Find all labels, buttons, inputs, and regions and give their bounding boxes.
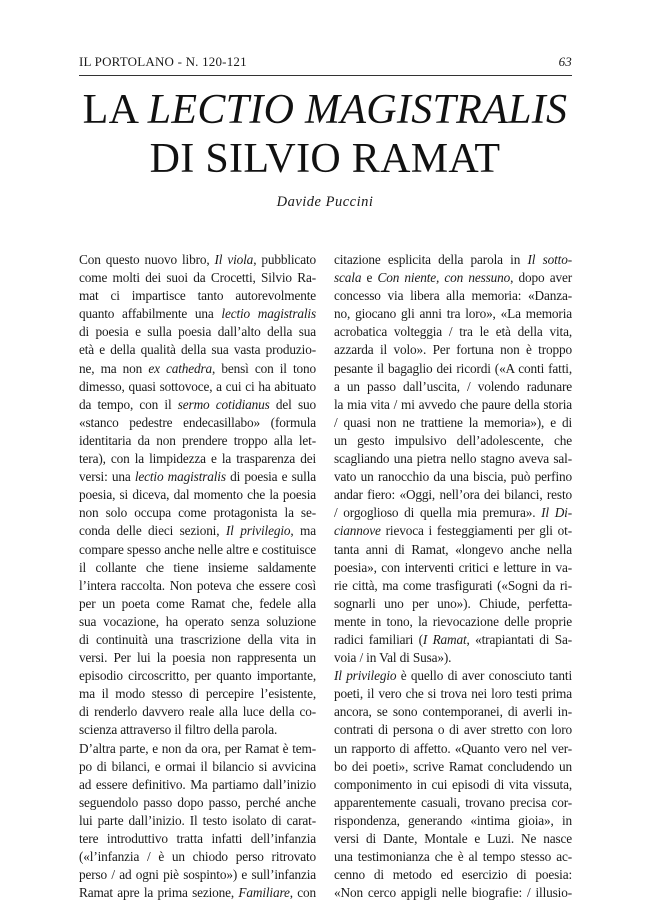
- text-run: acrobatica volteggia / tra le età della vita,: [334, 324, 572, 340]
- title-prefix: LA: [82, 87, 148, 133]
- text-run: «Non cerco appigli nelle biografie: / illusio-: [334, 885, 572, 901]
- text-run: no, giocano gli anni tra loro», «La memoria: [334, 306, 572, 322]
- text-line: [334, 685, 572, 703]
- text-line: [334, 360, 572, 378]
- text-line: [79, 559, 316, 577]
- text-line: [79, 740, 316, 758]
- text-run: una testimonianza che è al tempo stesso ac-: [334, 849, 572, 865]
- text-run: un gesto impulsivo dell’adolescente, che: [334, 432, 572, 448]
- text-run: identitaria da non prendere troppo alla let-: [79, 432, 316, 448]
- text-run: sognarli uno per uno»). Chiude, perfetta-: [334, 595, 572, 611]
- text-run: perso / ad ogni piè sospinto») e sull’infanzia: [79, 867, 316, 883]
- text-line: [79, 758, 316, 776]
- text-line: [334, 486, 572, 504]
- text-run: del suo: [269, 396, 316, 412]
- italic-text: Il privilegio: [334, 668, 397, 684]
- text-run: tere introduttivo tratta infatti dell’infanzia: [79, 831, 316, 846]
- text-line: [334, 613, 572, 631]
- text-column-right: [334, 251, 572, 902]
- text-run: ma il modo stesso di percepire l’esistente,: [79, 686, 316, 702]
- italic-text: lectio magistralis: [134, 469, 226, 485]
- italic-text: scala: [334, 270, 362, 286]
- text-line: [334, 776, 572, 794]
- italic-text: I Ramat: [422, 631, 467, 647]
- text-line: [334, 703, 572, 721]
- text-run: di poesia e sulla poesia dall’alto della sua: [79, 324, 316, 340]
- italic-text: Il sotto-: [527, 252, 572, 267]
- text-run: concesso via libera alla memoria: «Danza-: [334, 288, 572, 304]
- text-line: [334, 341, 572, 359]
- text-line: [334, 269, 572, 287]
- text-line: [334, 504, 572, 522]
- header-rule: [79, 75, 572, 76]
- text-line: [79, 541, 316, 559]
- italic-text: sermo cotidianus: [177, 396, 270, 412]
- text-run: / quasi non ne trattiene la memoria»), e di: [334, 414, 572, 430]
- text-run: scagliando una pietra nello stagno aveva sal-: [334, 451, 572, 467]
- text-line: [79, 685, 316, 703]
- text-line: [79, 486, 316, 504]
- italic-text: Familiare: [238, 885, 290, 901]
- text-run: e: [361, 270, 378, 286]
- text-run: , «trapiantati di Sa-: [466, 631, 572, 647]
- text-line: [334, 721, 572, 739]
- text-run: di poesia e sulla: [225, 469, 316, 485]
- text-run: radici familiari (: [334, 631, 423, 647]
- text-line: [79, 667, 316, 685]
- text-run: ne, ma non: [79, 360, 149, 376]
- text-run: ancora, se sono contemporanei, di averli in-: [334, 704, 572, 720]
- text-run: componimento in cui episodi di vita vissuta,: [334, 776, 572, 792]
- text-run: , dopo aver: [510, 270, 572, 286]
- text-line: [334, 848, 572, 866]
- italic-text: Il Di-: [541, 505, 572, 521]
- text-run: la mia vita / mi avvedo che paure della storia: [334, 396, 572, 412]
- text-line: [79, 432, 316, 450]
- text-line: [334, 884, 572, 902]
- text-line: [334, 432, 572, 450]
- text-line: [334, 740, 572, 758]
- text-line: [334, 323, 572, 341]
- text-run: voia / in Val di Susa»).: [334, 650, 452, 666]
- text-run: non solo occupa come protagonista la se-: [79, 505, 316, 521]
- text-line: [334, 794, 572, 812]
- text-run: di continuità una trascrizione della vita in: [79, 631, 316, 647]
- text-run: tera), con la limpidezza e la trasparenza dei: [79, 451, 316, 467]
- text-run: rispondenza, generando «intima gioia», in: [334, 812, 572, 828]
- text-run: episodio circoscritto, per quanto importante,: [79, 668, 316, 684]
- text-line: [334, 866, 572, 884]
- text-line: [79, 631, 316, 649]
- text-line: [334, 468, 572, 486]
- text-line: [79, 251, 316, 269]
- text-line: [79, 287, 316, 305]
- title-line-1: [40, 86, 610, 135]
- text-run: cenno di metodo ed esercizio di poesia:: [334, 867, 572, 883]
- text-line: [334, 758, 572, 776]
- text-line: [334, 450, 572, 468]
- text-line: [79, 269, 316, 287]
- italic-text: Il privilegio: [225, 523, 291, 539]
- text-run: D’altra parte, e non da ora, per Ramat è tem-: [79, 740, 316, 756]
- text-run: conda delle dieci sezioni,: [79, 523, 226, 539]
- text-column-left: [79, 251, 316, 902]
- text-run: , pubblicato: [253, 252, 316, 267]
- text-run: poesia», con interventi critici e letture in va-: [334, 559, 572, 575]
- text-run: versi di Dante, Montale e Luzi. Ne nasce: [334, 831, 572, 846]
- text-line: [334, 414, 572, 432]
- text-run: dimesso, quasi sottovoce, a cui ci ha abituato: [79, 378, 316, 394]
- article-title: [40, 86, 610, 184]
- text-line: [79, 649, 316, 667]
- text-run: Ramat apre la prima sezione,: [79, 885, 239, 901]
- text-run: andar fiero: «Oggi, nell’ora dei bilanci, resto: [334, 487, 572, 503]
- text-line: [334, 631, 572, 649]
- text-run: è quello di aver conosciuto tanti: [396, 668, 572, 684]
- text-line: [79, 450, 316, 468]
- text-run: ad essere definitivo. Ma partiamo dall’inizio: [79, 776, 316, 792]
- text-line: [334, 812, 572, 830]
- text-run: mente in tono, la rievocazione delle proprie: [334, 613, 572, 629]
- text-run: azzarda il volo». Per fortuna non è troppo: [334, 342, 572, 358]
- text-line: [334, 649, 572, 667]
- text-line: [334, 559, 572, 577]
- text-line: [79, 414, 316, 432]
- text-run: rie città, ma come trasfigurati («Sogni da ri-: [334, 577, 572, 593]
- italic-text: Il viola: [214, 252, 254, 267]
- text-run: versi. Per lui la poesia non rappresenta un: [79, 650, 316, 666]
- text-run: a un passo dall’uscita, / volendo radunare: [334, 378, 572, 394]
- text-run: mat ci impartisce tanto autorevolmente: [79, 288, 316, 304]
- text-run: quanto affabilmente una: [79, 306, 222, 322]
- page-number: 63: [558, 54, 572, 69]
- text-run: apparentemente casuali, trovano precisa cor-: [334, 794, 572, 810]
- text-line: [79, 830, 316, 848]
- text-run: tanta anni di Ramat, «longevo anche nella: [334, 541, 572, 557]
- title-italic: LECTIO MAGISTRALIS: [147, 87, 568, 133]
- text-run: Con questo nuovo libro,: [79, 252, 215, 267]
- text-line: [334, 595, 572, 613]
- text-line: [334, 830, 572, 848]
- text-run: («l’infanzia / è un chiodo perso ritrovato: [79, 849, 316, 865]
- text-line: [79, 776, 316, 794]
- italic-text: Con niente, con nessuno: [377, 270, 511, 286]
- text-run: compare spesso anche nelle altre e costituisce: [79, 541, 316, 557]
- text-run: , con: [289, 885, 316, 901]
- text-run: per un poeta come Ramat che, fedele alla: [79, 595, 316, 611]
- text-run: , ma: [290, 523, 317, 539]
- text-line: [79, 884, 316, 902]
- text-run: versi: una: [79, 469, 135, 485]
- text-line: [79, 577, 316, 595]
- text-line: [79, 721, 316, 739]
- text-line: [79, 396, 316, 414]
- article-author: Davide Puccini: [276, 194, 374, 210]
- text-run: scienza attraverso il filtro della parola.: [79, 722, 278, 738]
- text-line: [79, 794, 316, 812]
- text-line: [334, 378, 572, 396]
- text-line: [334, 522, 572, 540]
- text-run: contrati di persona o di aver stretto con loro: [334, 722, 572, 738]
- text-line: [79, 323, 316, 341]
- text-run: sua vocazione, ha operato senza soluzione: [79, 613, 316, 629]
- text-line: [79, 812, 316, 830]
- journal-name: IL PORTOLANO - N. 120-121: [79, 54, 247, 69]
- text-run: età e della qualità della sua vasta produzio-: [79, 342, 316, 358]
- text-run: «stanco pedestre endecasillabo» (formula: [79, 414, 316, 430]
- text-line: [334, 577, 572, 595]
- text-run: / orgoglioso di quella mia premura».: [334, 505, 542, 521]
- text-run: un rapporto di affetto. «Quanto vero nel ver-: [334, 740, 572, 756]
- text-run: il collante che tiene insieme saldamente: [79, 559, 316, 575]
- text-line: [79, 378, 316, 396]
- text-line: [334, 667, 572, 685]
- text-line: [79, 468, 316, 486]
- text-line: [79, 341, 316, 359]
- text-line: [334, 396, 572, 414]
- running-head: [79, 54, 572, 72]
- text-run: lui parte dall’inizio. Il testo isolato di carat-: [79, 812, 316, 828]
- italic-text: ciannove: [334, 523, 381, 539]
- text-run: rievoca i festeggiamenti per gli ot-: [380, 523, 572, 539]
- text-line: [334, 541, 572, 559]
- text-line: [79, 305, 316, 323]
- text-run: di renderlo davvero reale alla luce della co-: [79, 704, 316, 720]
- text-line: [334, 305, 572, 323]
- text-run: poesia, si diceva, dal momento che la poesia: [79, 487, 316, 503]
- text-run: da tempo, con il: [79, 396, 178, 412]
- text-run: l’intera raccolta. Non poteva che essere così: [79, 577, 316, 593]
- text-run: pesante il bagaglio dei ricordi («A conti fatti,: [334, 360, 572, 376]
- text-run: seguendolo passo dopo passo, perché anche: [79, 794, 316, 810]
- text-run: bo dei poeti», scrive Ramat concludendo un: [334, 758, 572, 774]
- text-line: [79, 848, 316, 866]
- title-line-2: DI SILVIO RAMAT: [149, 136, 501, 182]
- text-run: poeti, il vero che si trova nei loro testi prima: [334, 686, 572, 702]
- text-run: , bensì con il tono: [212, 360, 316, 376]
- text-run: citazione esplicita della parola in: [334, 252, 528, 267]
- text-line: [79, 613, 316, 631]
- text-line: [334, 287, 572, 305]
- italic-text: lectio magistralis: [221, 306, 316, 322]
- text-line: [79, 504, 316, 522]
- text-line: [334, 251, 572, 269]
- text-line: [79, 522, 316, 540]
- text-run: come molti dei suoi da Crocetti, Silvio Ra-: [79, 270, 316, 286]
- text-line: [79, 866, 316, 884]
- text-line: [79, 595, 316, 613]
- text-line: [79, 703, 316, 721]
- text-run: po di bilanci, e ormai il bilancio si avvicina: [79, 758, 316, 774]
- text-run: vato un ranocchio da una biscia, può perfino: [334, 469, 572, 485]
- text-line: [79, 360, 316, 378]
- italic-text: ex cathedra: [148, 360, 213, 376]
